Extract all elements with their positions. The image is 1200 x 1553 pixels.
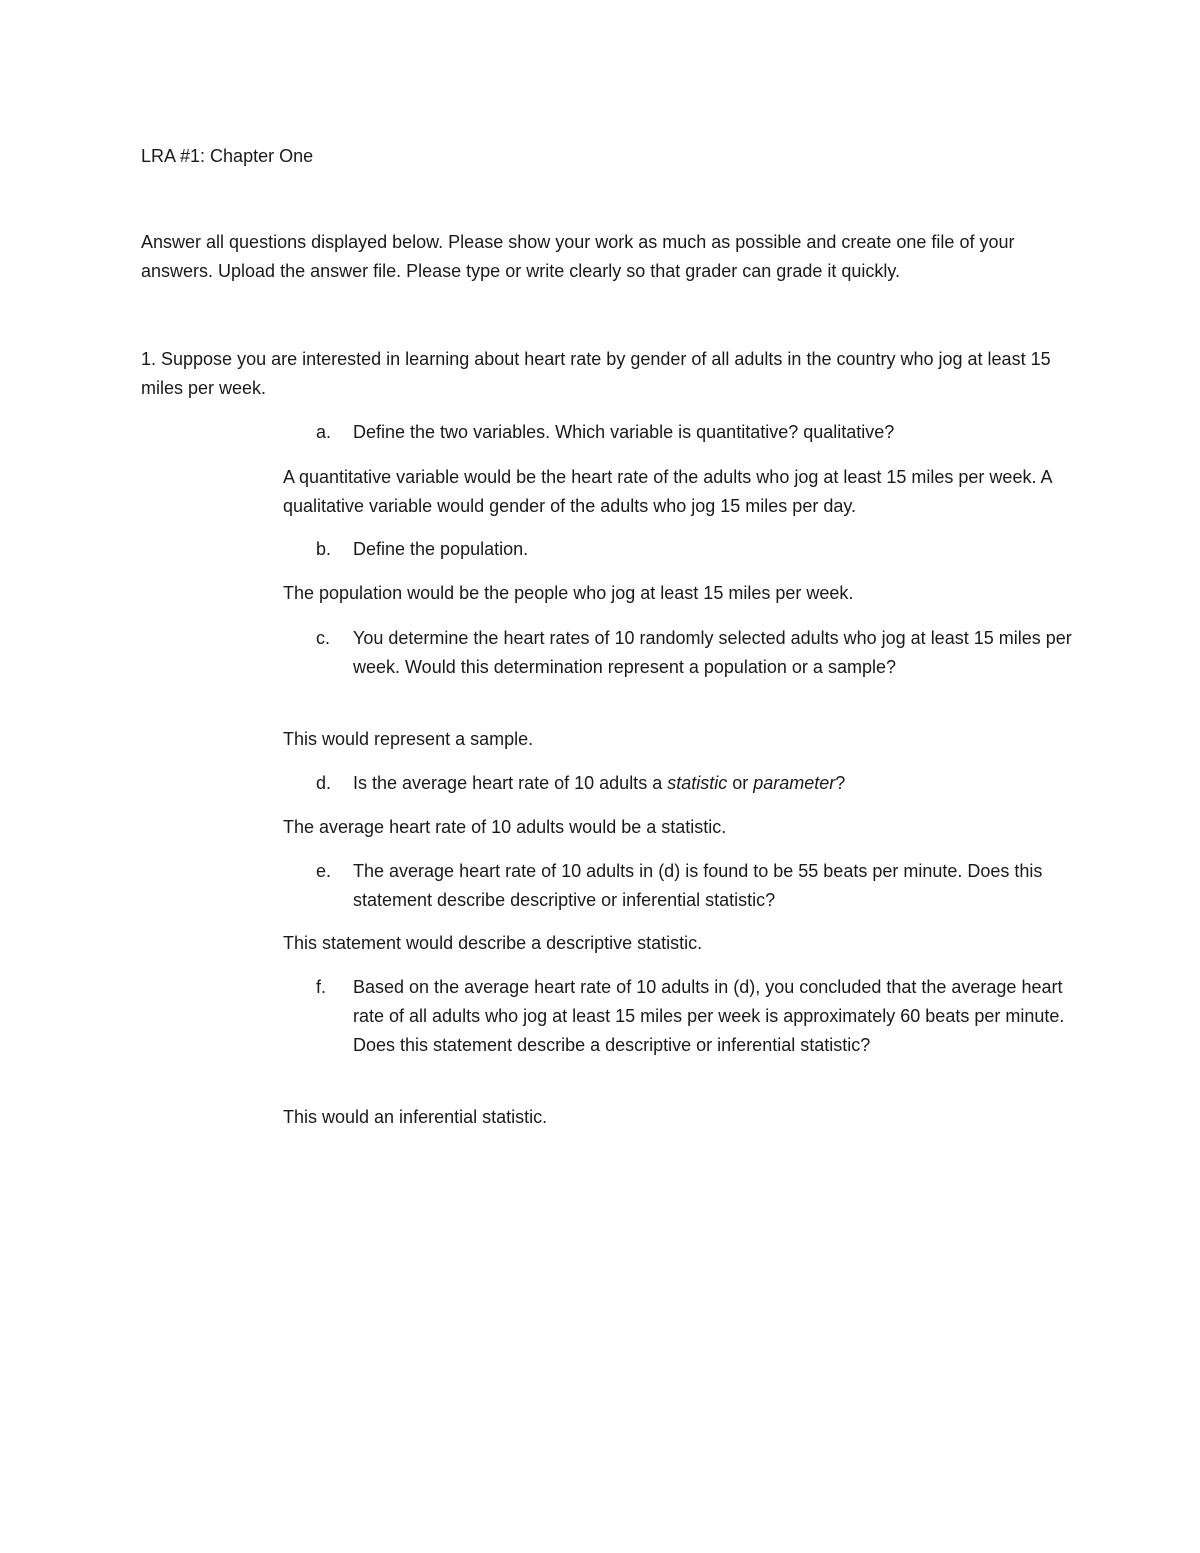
instructions-paragraph: Answer all questions displayed below. Please show your work as much as possible and create one file of your answers. Upload the answer file. Please type or write clearly so that grader can grade it quickly. xyxy=(141,232,1015,281)
part-a-question-text: Define the two variables. Which variable is quantitative? qualitative? xyxy=(353,422,895,442)
document-title: LRA #1: Chapter One xyxy=(141,146,314,166)
part-b-question-text: Define the population. xyxy=(353,539,529,559)
part-c-answer: This would represent a sample. xyxy=(283,729,534,749)
part-d-letter: d. xyxy=(316,773,332,793)
part-f-question xyxy=(316,973,1073,1060)
part-a-letter: a. xyxy=(316,422,332,442)
part-e-question-text: The average heart rate of 10 adults in (d) is found to be 55 beats per minute. Does this statement describe descriptive or inferential statistic? xyxy=(353,861,1043,910)
part-d-question-mid: or xyxy=(727,773,754,793)
part-c-question xyxy=(316,624,1073,682)
part-a-answer: A quantitative variable would be the heart rate of the adults who jog at least 15 miles per week. A qualitative variable would gender of the adults who jog 15 miles per day. xyxy=(283,467,1052,516)
part-c-question-text: You determine the heart rates of 10 randomly selected adults who jog at least 15 miles per week. Would this determination represent a population or a sample? xyxy=(353,628,1072,677)
part-a-question xyxy=(316,418,1073,447)
question-1: 1. Suppose you are interested in learning about heart rate by gender of all adults in the country who jog at least 15 miles per week. xyxy=(141,349,1051,398)
term-parameter: parameter xyxy=(753,773,836,793)
term-statistic: statistic xyxy=(667,773,728,793)
part-b-letter: b. xyxy=(316,539,332,559)
part-c-letter: c. xyxy=(316,628,331,648)
part-e-answer: This statement would describe a descriptive statistic. xyxy=(283,933,703,953)
part-e-letter: e. xyxy=(316,861,332,881)
part-f-letter: f. xyxy=(316,977,327,997)
part-d-question xyxy=(316,769,1073,798)
part-b-answer: The population would be the people who jog at least 15 miles per week. xyxy=(283,583,854,603)
part-f-question-text: Based on the average heart rate of 10 adults in (d), you concluded that the average heart rate of all adults who jog at least 15 miles per week is approximately 60 beats per minute. Does this statement describe a descriptive or inferential statistic? xyxy=(353,977,1065,1055)
part-d-answer: The average heart rate of 10 adults would be a statistic. xyxy=(283,817,727,837)
part-d-question-pre: Is the average heart rate of 10 adults a xyxy=(353,773,668,793)
part-f-answer: This would an inferential statistic. xyxy=(283,1107,548,1127)
part-d-question-post: ? xyxy=(835,773,846,793)
part-e-question xyxy=(316,857,1073,915)
part-b-question xyxy=(316,535,1073,564)
